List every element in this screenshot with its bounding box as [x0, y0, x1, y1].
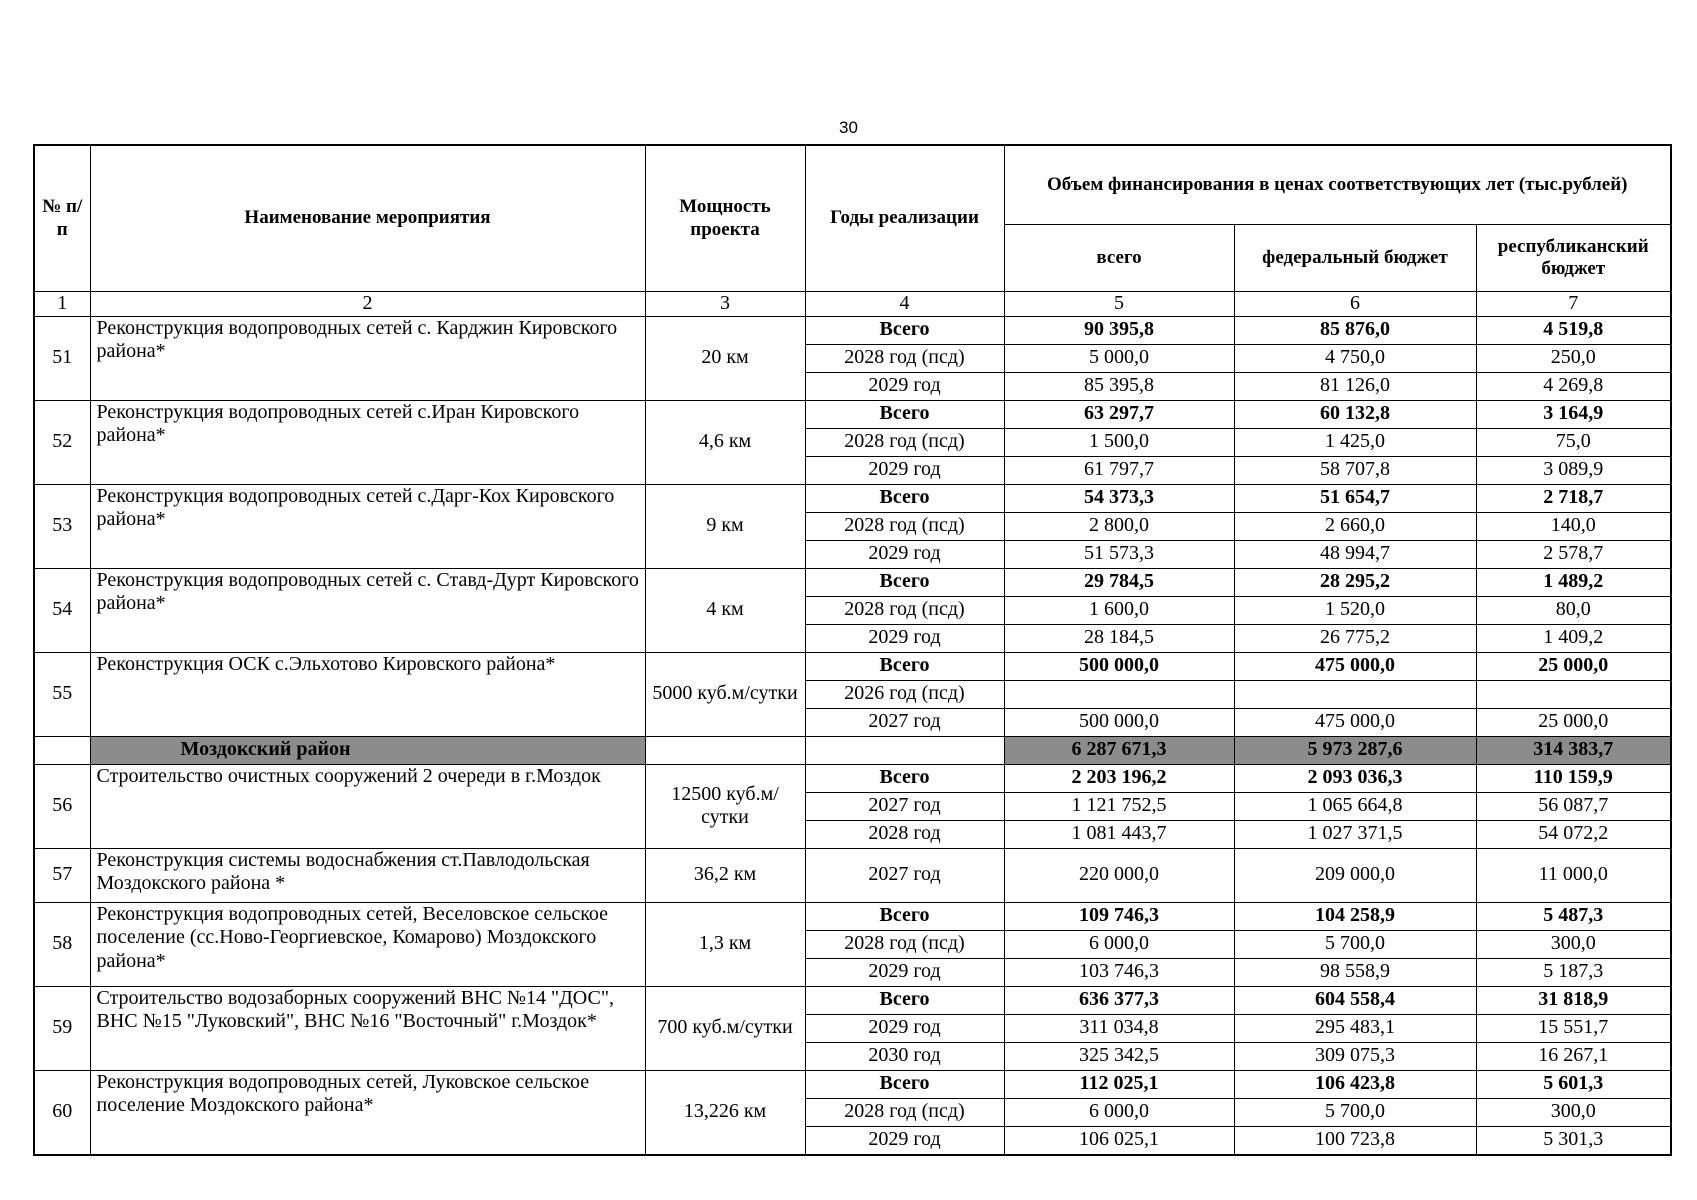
row-federal: 604 558,4 [1234, 986, 1476, 1014]
row-year: 2027 год [805, 848, 1004, 902]
row-year: 2027 год [805, 708, 1004, 736]
row-republic: 11 000,0 [1476, 848, 1671, 902]
row-republic: 110 159,9 [1476, 764, 1671, 792]
row-capacity: 36,2 км [645, 848, 805, 902]
row-year: Всего [805, 568, 1004, 596]
row-federal: 58 707,8 [1234, 456, 1476, 484]
row-year: 2028 год (псд) [805, 428, 1004, 456]
row-total: 2 800,0 [1004, 512, 1234, 540]
row-federal: 475 000,0 [1234, 708, 1476, 736]
row-number: 57 [34, 848, 90, 902]
row-total: 325 342,5 [1004, 1042, 1234, 1070]
region-row [34, 736, 1671, 764]
table-body-kirovsky [34, 316, 1671, 736]
column-index: 7 [1476, 292, 1671, 317]
row-number: 54 [34, 568, 90, 652]
row-year: 2028 год (псд) [805, 930, 1004, 958]
header-num: № п/п [34, 145, 90, 292]
row-republic: 300,0 [1476, 1098, 1671, 1126]
row-republic: 5 487,3 [1476, 902, 1671, 930]
row-total: 500 000,0 [1004, 652, 1234, 680]
row-year: 2028 год [805, 820, 1004, 848]
row-name: Реконструкция водопроводных сетей с.Иран Кировского района* [90, 400, 645, 484]
row-capacity: 1,3 км [645, 902, 805, 986]
header-financing: Объем финансирования в ценах соответствующих лет (тыс.рублей) [1004, 145, 1671, 225]
row-name: Реконструкция водопроводных сетей с. Ставд-Дурт Кировского района* [90, 568, 645, 652]
row-federal: 5 700,0 [1234, 1098, 1476, 1126]
row-total: 61 797,7 [1004, 456, 1234, 484]
row-year: Всего [805, 986, 1004, 1014]
column-index: 6 [1234, 292, 1476, 317]
row-federal: 1 065 664,8 [1234, 792, 1476, 820]
row-total: 1 121 752,5 [1004, 792, 1234, 820]
row-total: 54 373,3 [1004, 484, 1234, 512]
row-republic: 5 301,3 [1476, 1126, 1671, 1155]
row-republic: 25 000,0 [1476, 708, 1671, 736]
row-federal: 4 750,0 [1234, 344, 1476, 372]
row-name: Реконструкция водопроводных сетей, Веселовское сельское поселение (сс.Ново-Георгиевское, Комарово) Моздокского района* [90, 902, 645, 986]
row-number: 60 [34, 1070, 90, 1155]
row-total: 29 784,5 [1004, 568, 1234, 596]
row-year: 2028 год (псд) [805, 512, 1004, 540]
row-year: 2028 год (псд) [805, 1098, 1004, 1126]
row-republic: 15 551,7 [1476, 1014, 1671, 1042]
row-republic: 56 087,7 [1476, 792, 1671, 820]
row-federal: 104 258,9 [1234, 902, 1476, 930]
row-number: 53 [34, 484, 90, 568]
row-number: 56 [34, 764, 90, 848]
table-row [34, 1070, 1671, 1098]
row-total: 90 395,8 [1004, 316, 1234, 344]
row-capacity: 700 куб.м/сутки [645, 986, 805, 1070]
row-republic: 1 409,2 [1476, 624, 1671, 652]
table-row [34, 764, 1671, 792]
row-year: 2028 год (псд) [805, 344, 1004, 372]
column-index-row [34, 292, 1671, 317]
row-name: Реконструкция ОСК с.Эльхотово Кировского района* [90, 652, 645, 736]
row-republic [1476, 680, 1671, 708]
row-total: 1 600,0 [1004, 596, 1234, 624]
row-federal: 98 558,9 [1234, 958, 1476, 986]
row-total: 109 746,3 [1004, 902, 1234, 930]
row-total: 51 573,3 [1004, 540, 1234, 568]
row-year: Всего [805, 902, 1004, 930]
row-year: 2029 год [805, 958, 1004, 986]
row-year: Всего [805, 764, 1004, 792]
row-capacity: 4,6 км [645, 400, 805, 484]
row-total: 85 395,8 [1004, 372, 1234, 400]
row-year: Всего [805, 652, 1004, 680]
row-total [1004, 680, 1234, 708]
row-federal: 85 876,0 [1234, 316, 1476, 344]
row-federal: 106 423,8 [1234, 1070, 1476, 1098]
table-row [34, 568, 1671, 596]
row-number: 59 [34, 986, 90, 1070]
row-federal: 81 126,0 [1234, 372, 1476, 400]
header-name: Наименование мероприятия [90, 145, 645, 292]
row-total: 1 500,0 [1004, 428, 1234, 456]
row-name: Строительство очистных сооружений 2 очереди в г.Моздок [90, 764, 645, 848]
table-body-mozdoksky [34, 764, 1671, 1155]
header-years: Годы реализации [805, 145, 1004, 292]
row-year: Всего [805, 484, 1004, 512]
row-federal: 2 093 036,3 [1234, 764, 1476, 792]
row-year: Всего [805, 1070, 1004, 1098]
row-year: 2029 год [805, 1014, 1004, 1042]
row-total: 63 297,7 [1004, 400, 1234, 428]
row-republic: 5 601,3 [1476, 1070, 1671, 1098]
row-year: 2029 год [805, 456, 1004, 484]
row-year: 2029 год [805, 1126, 1004, 1155]
column-index: 5 [1004, 292, 1234, 317]
table-row [34, 400, 1671, 428]
row-year: 2029 год [805, 624, 1004, 652]
row-year: 2030 год [805, 1042, 1004, 1070]
row-federal: 26 775,2 [1234, 624, 1476, 652]
header-federal: федеральный бюджет [1234, 225, 1476, 292]
row-year: 2029 год [805, 372, 1004, 400]
row-federal: 51 654,7 [1234, 484, 1476, 512]
row-republic: 300,0 [1476, 930, 1671, 958]
row-capacity: 9 км [645, 484, 805, 568]
row-capacity: 12500 куб.м/сутки [645, 764, 805, 848]
row-republic: 250,0 [1476, 344, 1671, 372]
header-total: всего [1004, 225, 1234, 292]
row-total: 106 025,1 [1004, 1126, 1234, 1155]
row-federal: 28 295,2 [1234, 568, 1476, 596]
row-federal: 48 994,7 [1234, 540, 1476, 568]
region-name: Моздокский район [90, 736, 645, 764]
financing-table [33, 144, 1672, 1156]
row-total: 636 377,3 [1004, 986, 1234, 1014]
row-total: 112 025,1 [1004, 1070, 1234, 1098]
row-federal: 60 132,8 [1234, 400, 1476, 428]
row-name: Реконструкция системы водоснабжения ст.Павлодольская Моздокского района * [90, 848, 645, 902]
row-total: 28 184,5 [1004, 624, 1234, 652]
row-republic: 1 489,2 [1476, 568, 1671, 596]
row-total: 220 000,0 [1004, 848, 1234, 902]
page-number: 30 [839, 118, 858, 137]
row-federal: 1 520,0 [1234, 596, 1476, 624]
row-year: 2028 год (псд) [805, 596, 1004, 624]
header-republic: республиканский бюджет [1476, 225, 1671, 292]
table-row [34, 484, 1671, 512]
row-federal: 5 700,0 [1234, 930, 1476, 958]
table-row [34, 316, 1671, 344]
row-year: Всего [805, 400, 1004, 428]
row-capacity: 13,226 км [645, 1070, 805, 1155]
region-total: 6 287 671,3 [1004, 736, 1234, 764]
header-capacity: Мощность проекта [645, 145, 805, 292]
row-republic: 16 267,1 [1476, 1042, 1671, 1070]
row-total: 6 000,0 [1004, 930, 1234, 958]
row-republic: 3 089,9 [1476, 456, 1671, 484]
table-row [34, 848, 1671, 902]
row-republic: 4 269,8 [1476, 372, 1671, 400]
row-federal: 1 425,0 [1234, 428, 1476, 456]
row-republic: 2 578,7 [1476, 540, 1671, 568]
row-republic: 25 000,0 [1476, 652, 1671, 680]
table-row [34, 652, 1671, 680]
row-year: Всего [805, 316, 1004, 344]
row-republic: 5 187,3 [1476, 958, 1671, 986]
row-total: 2 203 196,2 [1004, 764, 1234, 792]
row-federal [1234, 680, 1476, 708]
row-federal: 1 027 371,5 [1234, 820, 1476, 848]
row-year: 2026 год (псд) [805, 680, 1004, 708]
row-total: 1 081 443,7 [1004, 820, 1234, 848]
row-name: Реконструкция водопроводных сетей с.Дарг-Кох Кировского района* [90, 484, 645, 568]
row-federal: 295 483,1 [1234, 1014, 1476, 1042]
row-total: 311 034,8 [1004, 1014, 1234, 1042]
row-federal: 209 000,0 [1234, 848, 1476, 902]
row-number: 51 [34, 316, 90, 400]
row-name: Реконструкция водопроводных сетей с. Карджин Кировского района* [90, 316, 645, 400]
row-total: 103 746,3 [1004, 958, 1234, 986]
row-federal: 309 075,3 [1234, 1042, 1476, 1070]
region-republic: 314 383,7 [1476, 736, 1671, 764]
row-federal: 100 723,8 [1234, 1126, 1476, 1155]
region-federal: 5 973 287,6 [1234, 736, 1476, 764]
row-federal: 475 000,0 [1234, 652, 1476, 680]
row-capacity: 4 км [645, 568, 805, 652]
row-name: Реконструкция водопроводных сетей, Луковское сельское поселение Моздокского района* [90, 1070, 645, 1155]
row-republic: 140,0 [1476, 512, 1671, 540]
row-capacity: 5000 куб.м/сутки [645, 652, 805, 736]
row-year: 2029 год [805, 540, 1004, 568]
table-row [34, 986, 1671, 1014]
row-federal: 2 660,0 [1234, 512, 1476, 540]
row-republic: 75,0 [1476, 428, 1671, 456]
region-row-group [34, 736, 1671, 764]
row-republic: 31 818,9 [1476, 986, 1671, 1014]
row-number: 55 [34, 652, 90, 736]
row-total: 500 000,0 [1004, 708, 1234, 736]
column-index: 2 [90, 292, 645, 317]
row-republic: 54 072,2 [1476, 820, 1671, 848]
row-number: 52 [34, 400, 90, 484]
row-republic: 80,0 [1476, 596, 1671, 624]
row-republic: 3 164,9 [1476, 400, 1671, 428]
row-total: 6 000,0 [1004, 1098, 1234, 1126]
table-row [34, 902, 1671, 930]
row-total: 5 000,0 [1004, 344, 1234, 372]
column-index: 4 [805, 292, 1004, 317]
row-name: Строительство водозаборных сооружений ВНС №14 "ДОС", ВНС №15 "Луковский", ВНС №16 "Восточный" г.Моздок* [90, 986, 645, 1070]
row-year: 2027 год [805, 792, 1004, 820]
column-index: 3 [645, 292, 805, 317]
row-republic: 2 718,7 [1476, 484, 1671, 512]
column-index: 1 [34, 292, 90, 317]
row-republic: 4 519,8 [1476, 316, 1671, 344]
row-capacity: 20 км [645, 316, 805, 400]
row-number: 58 [34, 902, 90, 986]
